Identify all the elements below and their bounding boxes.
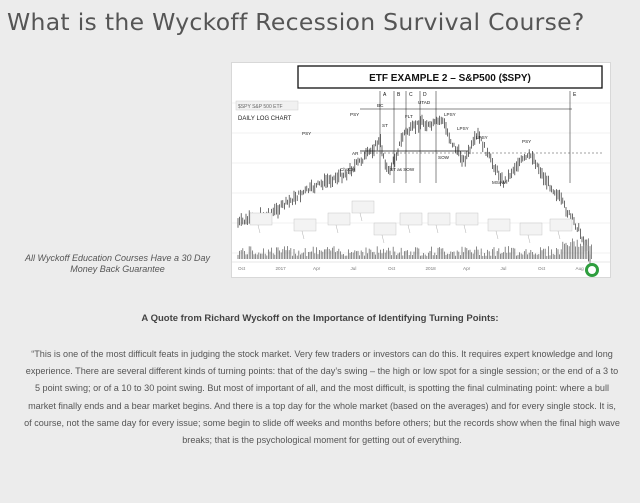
phase-letter: B xyxy=(397,92,401,98)
callout-box xyxy=(428,213,450,225)
wyckoff-event-label: ChoCH xyxy=(340,167,356,172)
callout-box xyxy=(456,213,478,225)
etf-example-chart-image xyxy=(231,62,611,278)
chart-background xyxy=(232,63,610,277)
callout-box xyxy=(294,219,316,231)
x-tick-label: Oct xyxy=(388,266,396,271)
wyckoff-event-label: ST xyxy=(382,123,388,128)
callout-box xyxy=(250,213,272,225)
wyckoff-event-label: AR xyxy=(352,151,359,156)
page-title: What is the Wyckoff Recession Survival Course? xyxy=(7,8,585,36)
callout-box xyxy=(328,213,350,225)
wyckoff-event-label: BC xyxy=(377,103,384,108)
chart-symbol-label: $SPY S&P 500 ETF xyxy=(238,104,283,110)
wyckoff-event-label: ST as SOW xyxy=(390,167,415,172)
quote-heading: A Quote from Richard Wyckoff on the Importance of Identifying Turning Points: xyxy=(141,313,499,324)
x-tick-label: 2017 xyxy=(275,266,286,271)
phase-letter: D xyxy=(423,92,427,98)
wyckoff-event-label: LPSY xyxy=(457,126,469,131)
money-back-guarantee-text: All Wyckoff Education Courses Have a 30 Day Money Back Guarantee xyxy=(24,253,211,274)
x-tick-label: Oct xyxy=(238,266,246,271)
callout-box xyxy=(352,201,374,213)
wyckoff-event-label: LPSY xyxy=(444,112,456,117)
x-tick-label: Jul xyxy=(500,266,507,271)
callout-box xyxy=(550,219,572,231)
wyckoff-event-label: PSY xyxy=(302,131,312,136)
wyckoff-event-label: PSY xyxy=(350,112,360,117)
x-tick-label: Jul xyxy=(350,266,357,271)
chart-banner: ETF EXAMPLE 2 – S&P500 ($SPY) xyxy=(369,73,531,84)
callout-box xyxy=(374,223,396,235)
callout-box xyxy=(520,223,542,235)
phase-letter: C xyxy=(409,92,413,98)
x-tick-label: Oct xyxy=(538,266,546,271)
wyckoff-event-label: SOW xyxy=(438,155,449,160)
wyckoff-event-label: LPSY xyxy=(476,135,488,140)
wyckoff-event-label: MSoW xyxy=(492,180,506,185)
x-tick-label: Apr xyxy=(463,266,471,271)
callout-box xyxy=(400,213,422,225)
x-tick-label: Aug xyxy=(575,266,584,271)
callout-box xyxy=(488,219,510,231)
wyckoff-event-label: FLT xyxy=(405,114,413,119)
wyckoff-event-label: UTAD xyxy=(418,100,431,105)
phase-letter: A xyxy=(383,92,387,98)
chart-subtitle: DAILY LOG CHART xyxy=(238,116,292,122)
chart-svg xyxy=(232,63,610,277)
phase-letter: E xyxy=(573,92,577,98)
x-tick-label: Apr xyxy=(313,266,321,271)
badge-inner-icon xyxy=(588,266,596,274)
quote-body: “This is one of the most difficult feats in judging the stock market. Very few traders or investors can do this. It requires expert knowledge and long experience. There are several different kinds of turning points: that of the day’s swing – the high or low spot for a single session; or the end of a 3 to 5 point swing; or of a 10 to 30 point swing. But most of important of all, and the most difficult, is spotting the final culminating point: where a bull market finally ends and a bear market begins. And there is a top day for the whole market (based on the averages) and for every single stock. It is, of course, not the same day for every issue; some begin to slide off weeks and months before others; but the records show when the final high wave breaks; that is the psychological moment for getting out of everything. xyxy=(24,349,620,446)
wyckoff-event-label: PSY xyxy=(522,139,532,144)
x-tick-label: 2018 xyxy=(425,266,436,271)
